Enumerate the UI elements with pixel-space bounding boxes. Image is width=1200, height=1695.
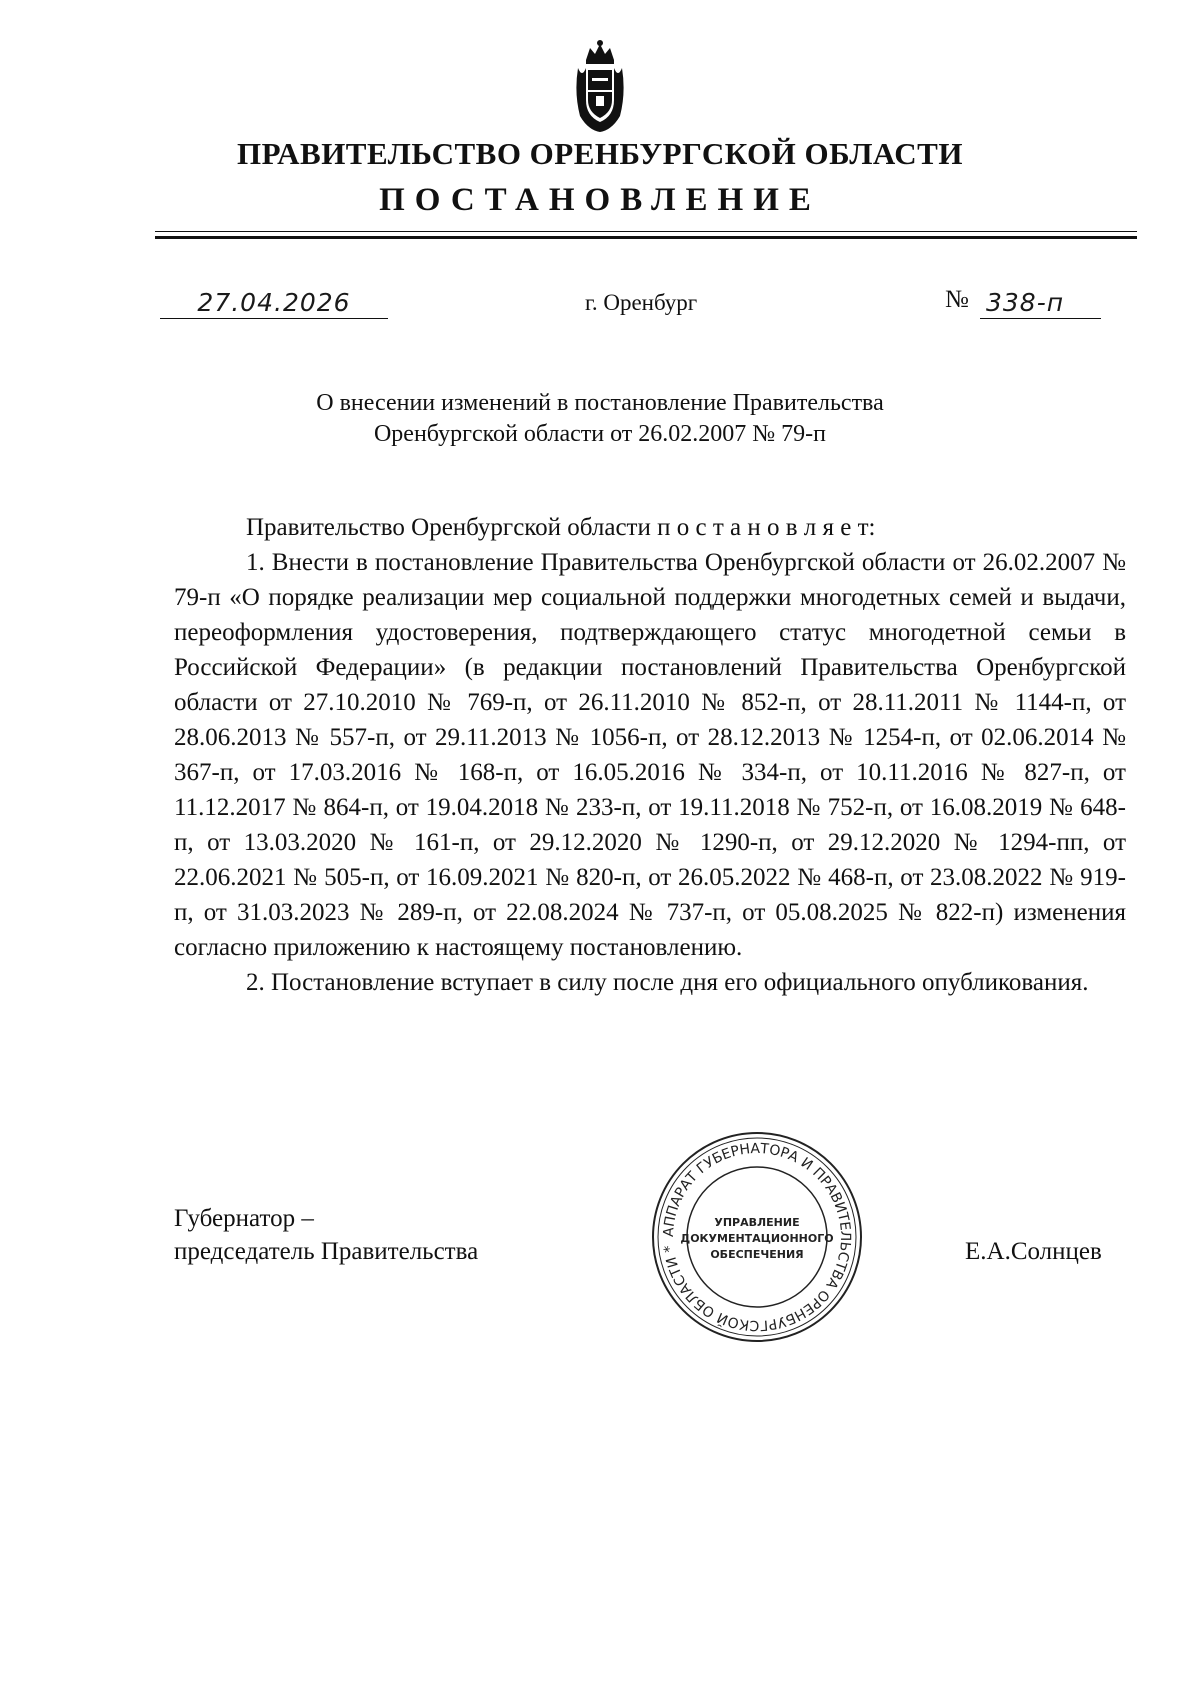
stamp-ring-text: АППАРАТ ГУБЕРНАТОРА И ПРАВИТЕЛЬСТВА ОРЕНБУРГСКОЙ ОБЛАСТИ * <box>660 1140 854 1334</box>
date-field <box>160 282 388 319</box>
handwritten-number: 338-п <box>986 288 1065 317</box>
subject-line-1: О внесении изменений в постановление Правительства <box>316 390 884 416</box>
header-rule-thin <box>155 231 1137 232</box>
number-field <box>980 282 1101 319</box>
organization-title: ПРАВИТЕЛЬСТВО ОРЕНБУРГСКОЙ ОБЛАСТИ <box>237 136 963 171</box>
item-1: 1. Внести в постановление Правительства Оренбургской области от 26.02.2007 № 79-п «О порядке реализации мер социальной поддержки многодетных семей и выдачи, переоформления удостоверения, подтверждающего статус многодетной семьи в Российской Федерации» (в редакции постановлений Правительства Оренбургской области от 27.10.2010 № 769-п, от 26.11.2010 № 852-п, от 28.11.2011 № 1144-п, от 28.06.2013 № 557-п, от 29.11.2013 № 1056-п, от 28.12.2013 № 1254-п, от 02.06.2014 № 367-п, от 17.03.2016 № 168-п, от 16.05.2016 № 334-п, от 10.11.2016 № 827-п, от 11.12.2017 № 864-п, от 19.04.2018 № 233-п, от 19.11.2018 № 752-п, от 16.08.2019 № 648-п, от 13.03.2020 № 161-п, от 29.12.2020 № 1290-п, от 29.12.2020 № 1294-пп, от 22.06.2021 № 505-п, от 16.09.2021 № 820-п, от 26.05.2022 № 468-п, от 23.08.2022 № 919-п, от 31.03.2023 № 289-п, от 22.08.2024 № 737-п, от 05.08.2025 № 822-п) изменения согласно приложению к настоящему постановлению. <box>174 549 1126 961</box>
signer-name: Е.А.Солнцев <box>965 1238 1102 1265</box>
stamp-center-line-2: ДОКУМЕНТАЦИОННОГО <box>680 1232 834 1245</box>
signer-title <box>174 1202 478 1268</box>
item-2: 2. Постановление вступает в силу после дня его официального опубликования. <box>246 969 1089 996</box>
preamble <box>174 510 1126 545</box>
signer-title-line-2: председатель Правительства <box>174 1238 479 1265</box>
handwritten-date: 27.04.2026 <box>197 288 351 317</box>
header-rule-thick <box>155 236 1137 239</box>
document-type-title: ПОСТАНОВЛЕНИЕ <box>379 182 821 218</box>
preamble-lead: Правительство Оренбургской области <box>246 514 651 541</box>
stamp-center-line-3: ОБЕСПЕЧЕНИЯ <box>710 1248 804 1261</box>
document-body <box>174 510 1126 1000</box>
official-stamp <box>650 1130 864 1344</box>
stamp-center-line-1: УПРАВЛЕНИЕ <box>714 1216 800 1229</box>
signer-title-line-1: Губернатор – <box>174 1205 314 1232</box>
subject-line-2: Оренбургской области от 26.02.2007 № 79-п <box>373 421 827 447</box>
number-label: № <box>945 286 969 313</box>
preamble-verb: п о с т а н о в л я е т: <box>657 514 876 541</box>
coat-of-arms-icon <box>572 38 628 134</box>
city-label: г. Оренбург <box>585 290 698 315</box>
document-subject <box>0 388 1200 450</box>
